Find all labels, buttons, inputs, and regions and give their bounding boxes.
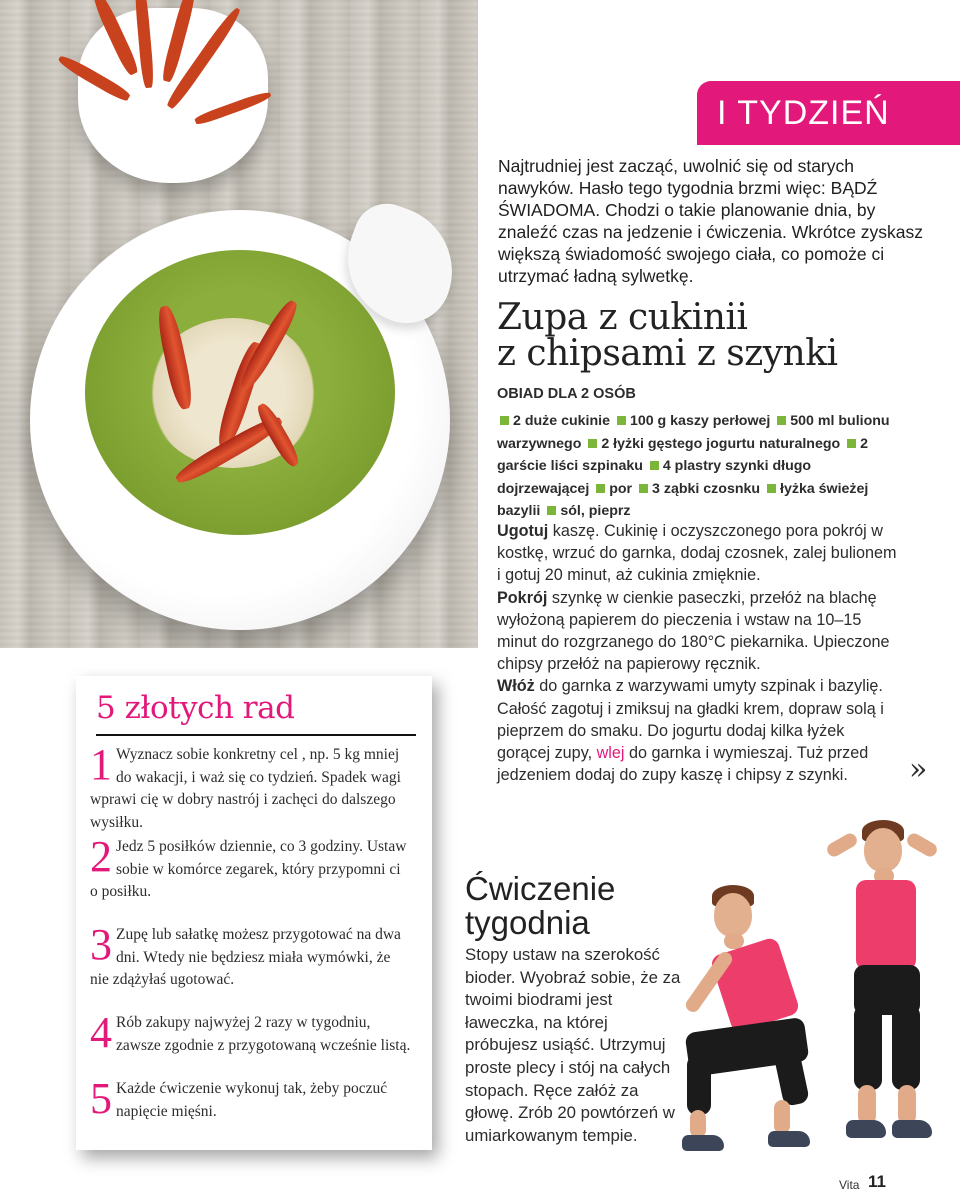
continue-arrow-icon: »	[909, 752, 928, 787]
method-step: Pokrój szynkę w cienkie paseczki, przełóż na blachę wyłożoną papierem do pieczenia i wstaw na 10–15 minut do rozgrzanego do 180°C piekarnika. Upieczone chipsy przełóż na papierowy ręcznik.	[497, 588, 890, 674]
tip-number: 2	[90, 832, 112, 881]
servings-label: OBIAD DLA 2 OSÓB	[497, 386, 636, 402]
ingredient-item: 100 g kaszy perłowej	[629, 413, 771, 429]
highlighted-word: wlej	[596, 744, 625, 763]
exercise-photo	[672, 775, 960, 1165]
tip-item: 4 Rób zakupy najwyżej 2 razy w tygodniu, zawsze zgodnie z przygotowaną wcześnie listą.	[90, 1008, 411, 1057]
week-label: I TYDZIEŃ	[697, 81, 960, 145]
ingredient-item: 2 duże cukinie	[513, 413, 610, 429]
standing-figure	[820, 820, 950, 1170]
ingredient-item: 2 garście liści szpinaku	[497, 435, 869, 474]
intro-text: Najtrudniej jest zacząć, uwolnić się od starych nawyków. Hasło tego tygodnia brzmi więc: BĄDŹ ŚWIADOMA. Chodzi o takie planowanie dnia, by znaleźć czas na jedzenie i ćwiczenia. Wkrótce zyskasz większą świadomość swojego ciała, co pomoże ci utrzymać ładną sylwetkę.	[498, 156, 924, 286]
ingredient-list	[497, 410, 897, 523]
bullet-square	[617, 416, 626, 425]
magazine-name: Vita	[839, 1178, 860, 1192]
step-verb: Ugotuj	[497, 522, 549, 540]
bullet-square	[639, 484, 648, 493]
ingredient-item: 2 łyżki gęstego jogurtu naturalnego	[601, 435, 841, 452]
bullet-square	[767, 484, 776, 493]
tip-number: 4	[90, 1008, 112, 1057]
tip-item: 1 Wyznacz sobie konkretny cel , np. 5 kg mniej do wakacji, i waż się co tydzień. Spadek wagi wprawi cię w dobry nastrój i zachęci do dalszego wysiłku.	[90, 740, 401, 831]
tip-number: 5	[90, 1074, 112, 1123]
tip-number: 1	[90, 740, 112, 789]
method-step: Ugotuj kaszę. Cukinię i oczyszczonego pora pokrój w kostkę, wrzuć do garnka, dodaj czosnek, zalej bulionem i gotuj 20 minut, aż cukinia zmięknie.	[497, 522, 897, 585]
exercise-title: Ćwiczenie tygodnia	[465, 870, 616, 941]
tip-item: 5 Każde ćwiczenie wykonuj tak, żeby poczuć napięcie mięśni.	[90, 1074, 388, 1123]
ramekin-with-chips	[78, 8, 268, 183]
ingredient-item: sól, pieprz	[560, 503, 631, 519]
tips-card	[76, 676, 432, 1150]
bullet-square	[596, 484, 605, 493]
method-step: Włóż do garnka z warzywami umyty szpinak i bazylię. Całość zagotuj i zmiksuj na gładki krem, dopraw solą i pieprzem do smaku. Do jogurtu dodaj kilka łyżek gorącej zupy, wlej do garnka i wymieszaj. Tuż przed jedzeniem dodaj do zupy kaszę i chipsy z szynki.	[497, 677, 884, 785]
bullet-square	[547, 506, 556, 515]
bullet-square	[847, 439, 856, 448]
recipe-title	[497, 297, 917, 374]
recipe-method	[497, 520, 897, 786]
ingredient-item: 3 ząbki czosnku	[652, 480, 761, 497]
step-verb: Pokrój	[497, 588, 548, 607]
tip-number: 3	[90, 920, 112, 969]
ingredient-item: por	[609, 480, 633, 497]
tip-item: 3 Zupę lub sałatkę możesz przygotować na dwa dni. Wtedy nie będziesz miała wymówki, że nie zdążyłaś ugotować.	[90, 920, 401, 988]
recipe-title-line-1: Zupa z cukinii	[497, 297, 748, 338]
soup-photo	[0, 0, 478, 648]
exercise-text: Stopy ustaw na szerokość bioder. Wyobraź sobie, że za twoimi biodrami jest ławeczka, na której próbujesz usiąść. Utrzymuj proste plecy i stój na całych stopach. Ręce załóż za głowę. Zrób 20 powtórzeń w umiarkowanym tempie.	[465, 945, 681, 1145]
title-divider	[96, 734, 416, 736]
squat-figure	[682, 885, 822, 1165]
bullet-square	[650, 461, 659, 470]
tips-title: 5 złotych rad	[96, 690, 295, 726]
bullet-square	[588, 439, 597, 448]
ingredient-item: 500 ml bulionu warzywnego	[497, 413, 890, 452]
ingredient-item: 4 plastry szynki długo dojrzewającej	[497, 458, 812, 497]
step-verb: Włóż	[497, 677, 535, 696]
bullet-square	[777, 416, 786, 425]
ingredient-item: łyżka świeżej bazylii	[497, 480, 869, 519]
bullet-square	[500, 416, 509, 425]
tip-item: 2 Jedz 5 posiłków dziennie, co 3 godziny. Ustaw sobie w komórce zegarek, który przypomni ci o posiłku.	[90, 832, 407, 900]
page-number: 11	[868, 1172, 886, 1191]
recipe-title-line-2: z chipsami z szynki	[497, 333, 838, 374]
